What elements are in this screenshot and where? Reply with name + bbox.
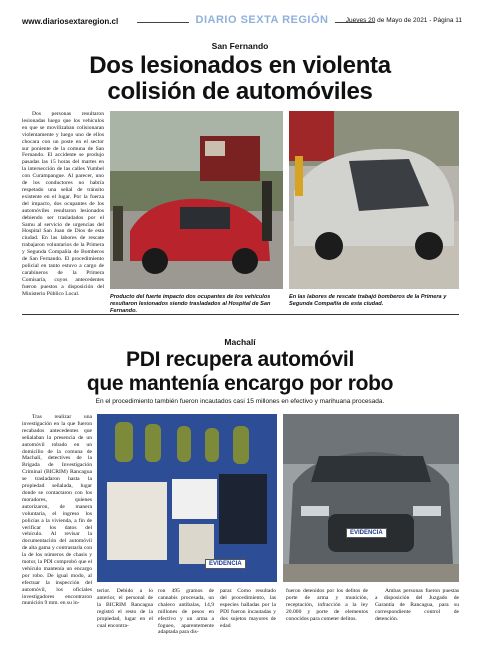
article2-kicker: Machalí [224,337,256,347]
page-header [22,14,462,32]
article2-headline-line2: que mantenía encargo por robo [86,372,394,395]
paper-name: DIARIO SEXTA REGIÓN [195,14,329,26]
article2-body-col6: Ambas personas fueron puestas a disposición del Juzgado de Garantía de Rancagua, para su correspondiente control de detención. [375,588,459,622]
photo2-caption: En las labores de rescate trabajó bomberos de la Primera y Segunda Compañía de esta ciudad. [289,294,447,307]
evidence-label-1: EVIDENCIA [205,559,246,569]
recovered-car-photo [283,414,459,582]
article2-body-col3: ron 495 gramos de cannabis procesada, un chaleco antibalas, 14,9 millones de pesos en efectivo y un arma a fogueo, aparentemente adaptada para dis- [158,588,214,636]
article1-headline-line2: colisión de automóviles [107,78,373,105]
article1-body: Dos personas resultaron lesionadas luego que los vehículos en que se movilizaban colisionaran violentamente y luego uno de ellos chocara con un poste en el sector sur poniente de la comuna de San Fernando. El accidente se produjo pasadas las 15 horas del martes en la intersección de las calles Yumbel con Curampangue. Al parecer, uno de los conductores no habría respetado una señal de tránsito existente en el lugar. Por la fuerza del impacto, dos ocupantes de los automóviles resultaron lesionados debiendo ser trasladados por el Samu al servicio de urgencias del Hospital San Juan de Dios de esta ciudad. En las labores de rescate trabajaron voluntarios de la Primera y Segunda Compañía de Bomberos de San Fernando. El procedimiento policial en tanto estuvo a cargo de carabineros de la Primera Comisaría, cuyos antecedentes fueron puestos a disposición del Ministerio Público Local. [22,111,104,297]
crash-photo-1 [110,111,283,289]
article2-body-col1: Tras realizar una investigación en la que fueron recabados antecedentes que señalaban la presencia de un automóvil robado en un domicilio de la comuna de Machalí, detectives de la Brigada de Investigación Criminal (BICRIM) Rancagua se trasladaron hasta la propiedad señalada, lugar donde se contactaron con los moradores, quienes autorizaron, de manera voluntaria, el ingreso los policías a la vivienda, a fin de verificar los datos del vehículo. Al revisar la documentación del automóvil de alta gama y contrastarla con la de los números de chasis y motor, la PDI comprobó que el vehículo mantenía un encargo por robo. De igual modo, al efectuar la inspección del automóvil, los oficiales investigadores encontraron munición 9 mm. en su in- [22,414,92,607]
header-rule-left [137,22,189,23]
crash-photo-2 [289,111,459,289]
article2-body-col4: parar. Como resultado del procedimiento, las especies halladas por la PDI fueron incautadas y dos sujetos mayores de edad [220,588,276,629]
site-url[interactable]: www.diariosextaregion.cl [22,17,119,26]
article2-body-col2: terior. Debido a lo anterior, el personal de la BICRIM Rancagua registró el resto de la propiedad, lugar en el cual encontra- [97,588,153,629]
article2-body-col5: fueron detenidos por los delitos de porte de arma y munición, receptación, infracción a la ley 20.000 y porte de elementos conocidos para cometer delitos. [286,588,368,622]
article2-headline-line1: PDI recupera automóvil [126,348,354,371]
evidence-label-2: EVIDENCIA [346,528,387,538]
article2-subhead: En el procedimiento también fueron incautados casi 15 millones en efectivo y marihuana procesada. [95,398,385,405]
article1-headline-line1: Dos lesionados en violenta [89,52,391,79]
date-page: Jueves 20 de Mayo de 2021 - Página 11 [345,17,462,24]
section-divider [22,314,459,315]
article1-kicker: San Fernando [211,41,269,51]
photo1-caption: Producto del fuerte impacto dos ocupantes de los vehículos resultaron lesionados siendo trasladados al Hospital de San Fernando. [110,294,271,314]
evidence-photo [97,414,277,582]
